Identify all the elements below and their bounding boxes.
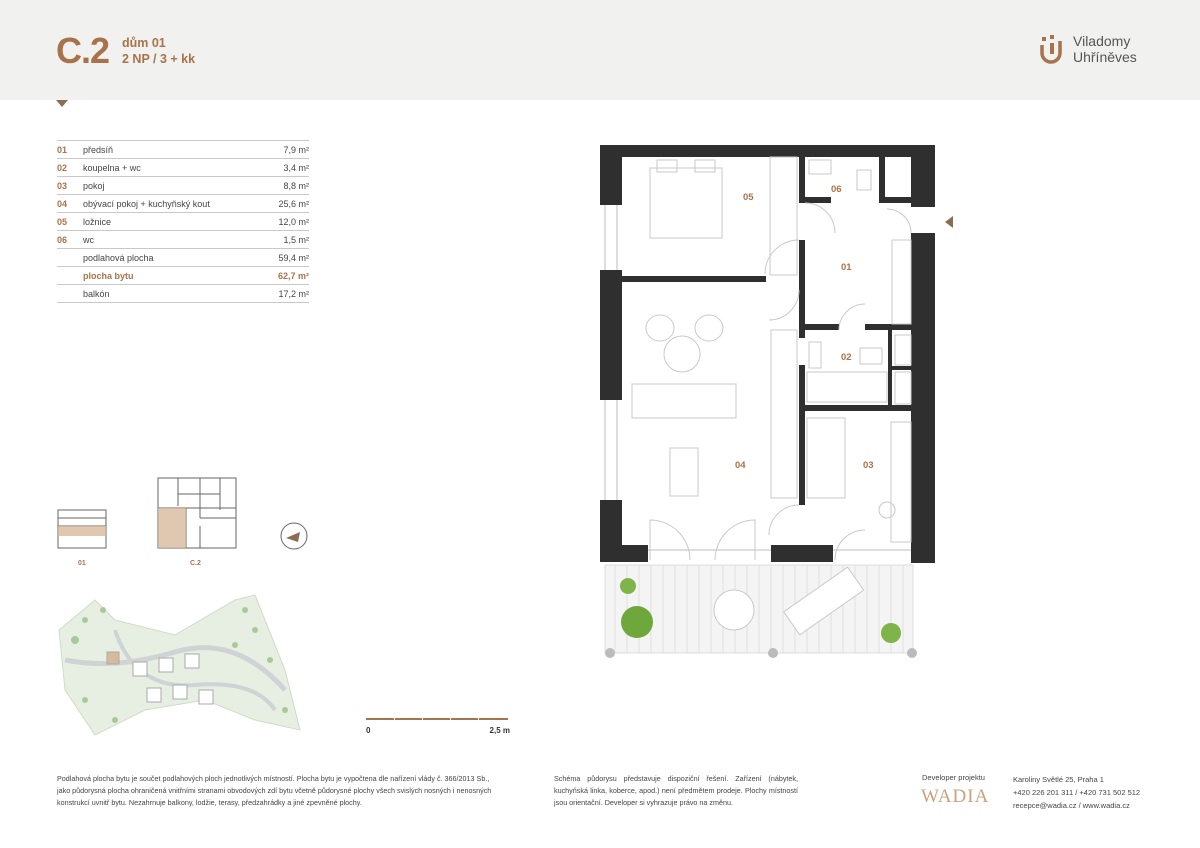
plan-label-01: 01 <box>841 262 852 273</box>
total-name: balkón <box>83 289 110 299</box>
total-name: podlahová plocha <box>83 253 154 263</box>
entrance-arrow-icon <box>945 216 953 228</box>
room-name: wc <box>83 235 94 245</box>
plan-label-03: 03 <box>863 460 874 471</box>
phone-1[interactable]: +420 226 201 311 <box>1013 788 1074 797</box>
room-area: 3,4 m² <box>283 163 309 173</box>
room-number: 04 <box>57 199 68 209</box>
brand-line-1: Viladomy <box>1073 33 1131 49</box>
disclaimer-note: Schéma půdorysu představuje dispoziční řešení. Zařízení (nábytek, kuchyňská linka, koberce, apod.) není předmětem prodeje. Plochy místností jsou orientační. Developer si vyhrazuje právo na změnu. <box>554 774 798 807</box>
unit-subtitle <box>122 35 195 67</box>
room-area: 25,6 m² <box>278 199 309 209</box>
scale-end: 2,5 m <box>489 726 510 735</box>
site-plan-map <box>55 590 305 740</box>
header-bar <box>0 0 1200 100</box>
total-row <box>57 248 309 266</box>
room-name: koupelna + wc <box>83 163 141 173</box>
room-area: 8,8 m² <box>283 181 309 191</box>
total-area: 59,4 m² <box>278 253 309 263</box>
unit-code: C.2 <box>56 30 110 71</box>
area-note: Podlahová plocha bytu je součet podlahových ploch jednotlivých místností. Plocha bytu je vypočtena dle nařízení vlády č. 366/2013 Sb., jako půdorysná plocha ohraničená vnitřními stranami obvodových zdí bytu včetně půdorysné plochy všech svislých nosných i nenosných konstrukcí uvnitř bytu. Nezahrnuje balkony, lodžie, terasy, předzahrádky a jiné zpevněné plochy. <box>57 774 492 807</box>
floor-plan <box>595 140 965 660</box>
table-row <box>57 140 309 158</box>
room-area: 7,9 m² <box>283 145 309 155</box>
total-row-highlight <box>57 266 309 284</box>
brand-line-2: Uhříněves <box>1073 49 1137 65</box>
plan-label-05: 05 <box>743 192 754 203</box>
room-area: 1,5 m² <box>283 235 309 245</box>
balcony <box>605 565 917 658</box>
room-number: 03 <box>57 181 68 191</box>
key-plan-drawing <box>50 470 320 560</box>
web-link[interactable]: www.wadia.cz <box>1082 801 1130 810</box>
contact-phones: +420 226 201 311 / +420 731 502 512 <box>1013 788 1141 797</box>
table-row <box>57 230 309 248</box>
scale-line <box>366 718 508 720</box>
plan-label-02: 02 <box>841 352 852 363</box>
room-area: 12,0 m² <box>278 217 309 227</box>
key-plan <box>50 470 320 567</box>
door-swings <box>650 203 911 560</box>
header-marker-icon <box>56 100 68 107</box>
plan-label-04: 04 <box>735 460 746 471</box>
room-number: 06 <box>57 235 68 245</box>
table-row <box>57 176 309 194</box>
table-row <box>57 194 309 212</box>
room-name: předsíň <box>83 145 114 155</box>
room-number: 02 <box>57 163 68 173</box>
north-arrow-icon <box>286 532 300 542</box>
table-row <box>57 158 309 176</box>
floor-layout: 2 NP / 3 + kk <box>122 52 196 66</box>
house-number: dům 01 <box>122 36 166 50</box>
room-name: pokoj <box>83 181 105 191</box>
contact-block <box>1013 773 1140 812</box>
brand-logo-icon <box>1040 35 1062 65</box>
email-link[interactable]: recepce@wadia.cz <box>1013 801 1077 810</box>
room-number: 01 <box>57 145 68 155</box>
total-row <box>57 284 309 303</box>
interior-walls <box>622 157 911 505</box>
room-number: 05 <box>57 217 68 227</box>
key-label-right: C.2 <box>190 560 201 567</box>
table-row <box>57 212 309 230</box>
total-area: 17,2 m² <box>278 289 309 299</box>
developer-label: Developer projektu <box>922 773 985 782</box>
room-table <box>57 140 309 303</box>
total-name: plocha bytu <box>83 271 134 281</box>
room-name: ložnice <box>83 217 112 227</box>
furniture <box>632 157 911 542</box>
developer-logo: WADIA <box>921 786 990 807</box>
phone-2[interactable]: +420 731 502 512 <box>1079 788 1141 797</box>
contact-web: recepce@wadia.cz / www.wadia.cz <box>1013 801 1130 810</box>
brand-name <box>1073 33 1137 65</box>
key-label-left: 01 <box>78 560 86 567</box>
total-area: 62,7 m² <box>277 271 309 281</box>
scale-start: 0 <box>366 726 371 735</box>
plan-label-06: 06 <box>831 184 842 195</box>
contact-address: Karoliny Světlé 25, Praha 1 <box>1013 775 1104 784</box>
room-name: obývací pokoj + kuchyňský kout <box>83 199 210 209</box>
